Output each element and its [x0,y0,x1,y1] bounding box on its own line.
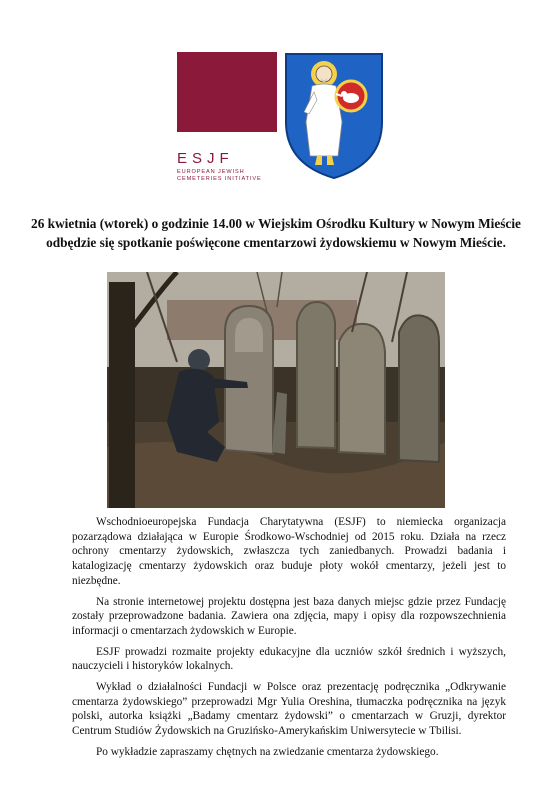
paragraph: Wykład o działalności Fundacji w Polsce oraz prezentację podręcznika „Odkrywanie cmentarza żydowskiego” przeprowadzi Mgr Yulia Oreshina, tłumaczka podręcznika na język polski, autorka książki „Badamy cmentarz żydowski” o cmentarzach w Gruzji, dyrektor Centrum Studiów Żydowskich na Gruzińsko-Amerykańskim Uniwersytecie w Tbilisi. [72,681,506,738]
paragraph: ESJF prowadzi rozmaite projekty edukacyjne dla uczniów szkół średnich i wyższych, nauczycieli i historyków lokalnych. [72,645,506,673]
cemetery-photo-icon [107,272,445,508]
paragraph: Po wykładzie zapraszamy chętnych na zwiedzanie cmentarza żydowskiego. [96,745,439,758]
esjf-logo-block [177,52,277,132]
esjf-logo-subtitle-2: CEMETERIES INITIATIVE [177,176,262,182]
esjf-logo-mark: ESJF [177,150,234,167]
esjf-logo [177,52,277,180]
logo-header [177,52,387,180]
coat-of-arms-icon [284,52,384,180]
paragraph: Na stronie internetowej projektu dostępna jest baza danych miejsc gdzie przez Fundację zostały przeprowadzone badania. Zawiera ona zdjęcia, mapy i opisy dla rozpowszechnienia informacji o cmentarzach żydowskich w Europie. [72,595,506,637]
event-headline: 26 kwietnia (wtorek) o godzinie 14.00 w Wiejskim Ośrodku Kultury w Nowym Mieście odbędzie się spotkanie poświęcone cmentarzowi żydowskiemu w Nowym Mieście. [31,216,521,250]
esjf-logo-subtitle-1: EUROPEAN JEWISH [177,169,245,175]
paragraph: Wschodnioeuropejska Fundacja Charytatywna (ESJF) to niemiecka organizacja pozarządowa działająca w Europie Środkowo-Wschodniej od 2015 roku. Działa na rzecz ochrony cmentarzy żydowskich, zwłaszcza tych zaniedbanych. Prowadzi badania i katalogizację cmentarzy żydowskich oraz buduje płoty wokół cmentarzy, jeżeli jest to niezbędne. [72,516,506,587]
body-text [72,515,506,766]
